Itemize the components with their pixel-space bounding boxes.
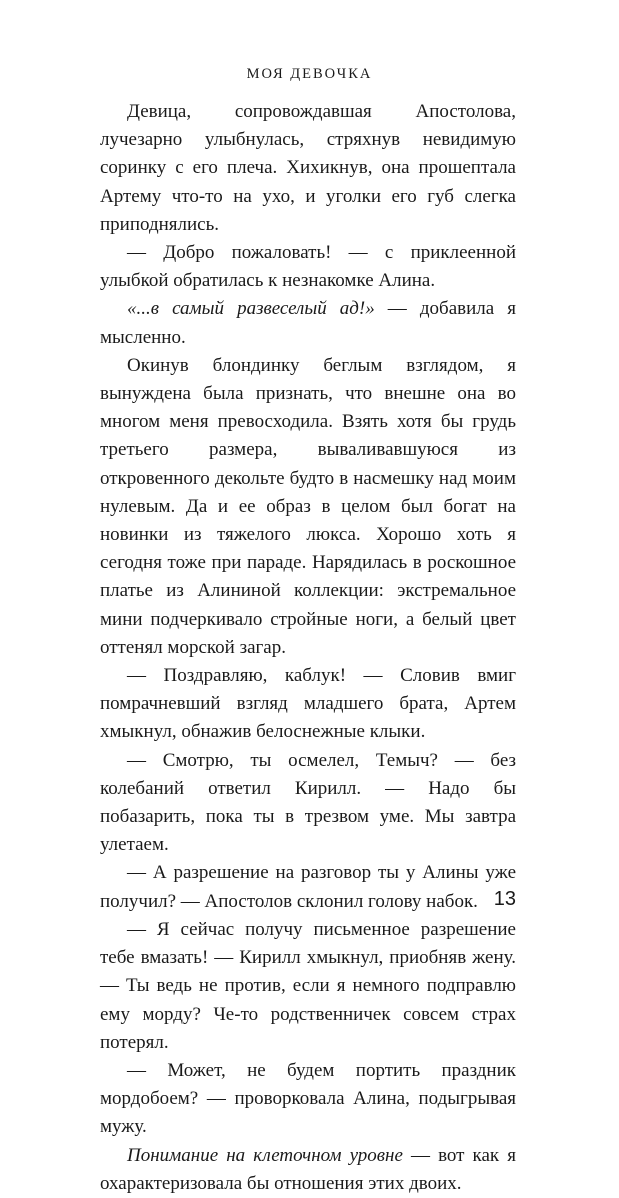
paragraph: Окинув блондинку беглым взглядом, я вынуждена была признать, что внешне она во многом меня превосходила. Взять хотя бы грудь третьего размера, вываливавшуюся из откровенного декольте будто в насмешку над моим нулевым. Да и ее образ в целом был богат на новинки из тяжелого люкса. Хорошо хоть я сегодня тоже при параде. Нарядилась в роскошное платье из Алининой коллекции: экстремальное мини подчеркивало стройные ноги, а белый цвет оттенял морской загар.	[100, 354, 516, 658]
page-body	[100, 98, 516, 1198]
paragraph: — Может, не будем портить праздник мордобоем? — проворковала Алина, подыгрывая мужу.	[100, 1059, 516, 1138]
paragraph: — Добро пожаловать! — с приклеенной улыбкой обратилась к незнакомке Алина.	[100, 242, 516, 292]
italic-phrase: Понимание на клеточном уровне	[127, 1144, 403, 1166]
paragraph	[100, 1142, 516, 1198]
paragraph: — Поздравляю, каблук! — Словив вмиг помрачневший взгляд младшего брата, Артем хмыкнул, обнажив белоснежные клыки.	[100, 665, 516, 743]
paragraph: — А разрешение на разговор ты у Алины уже получил? — Апостолов склонил голову набок.	[100, 862, 516, 912]
paragraph: — Я сейчас получу письменное разрешение тебе вмазать! — Кирилл хмыкнул, приобняв жену. — Ты ведь не против, если я немного подправлю ему морду? Че-то родственничек совсем страх потерял.	[100, 918, 516, 1053]
paragraph-text: — добавила я мысленно.	[100, 298, 517, 348]
paragraph: Девица, сопровождавшая Апостолова, лучезарно улыбнулась, стряхнув невидимую соринку с его плеча. Хихикнув, она прошептала Артему что-то на ухо, и уголки его губ слегка приподнялись.	[100, 101, 516, 235]
italic-phrase: «...в самый развеселый ад!»	[127, 298, 375, 320]
paragraph	[100, 295, 516, 351]
paragraph: — Смотрю, ты осмелел, Темыч? — без колебаний ответил Кирилл. — Надо бы побазарить, пока ты в трезвом уме. Мы завтра улетаем.	[100, 749, 516, 856]
paragraph-text: — вот как я охарактеризовала бы отношения этих двоих.	[100, 1144, 516, 1194]
running-title: МОЯ ДЕВОЧКА	[246, 66, 373, 82]
page-number: 13	[493, 888, 516, 910]
